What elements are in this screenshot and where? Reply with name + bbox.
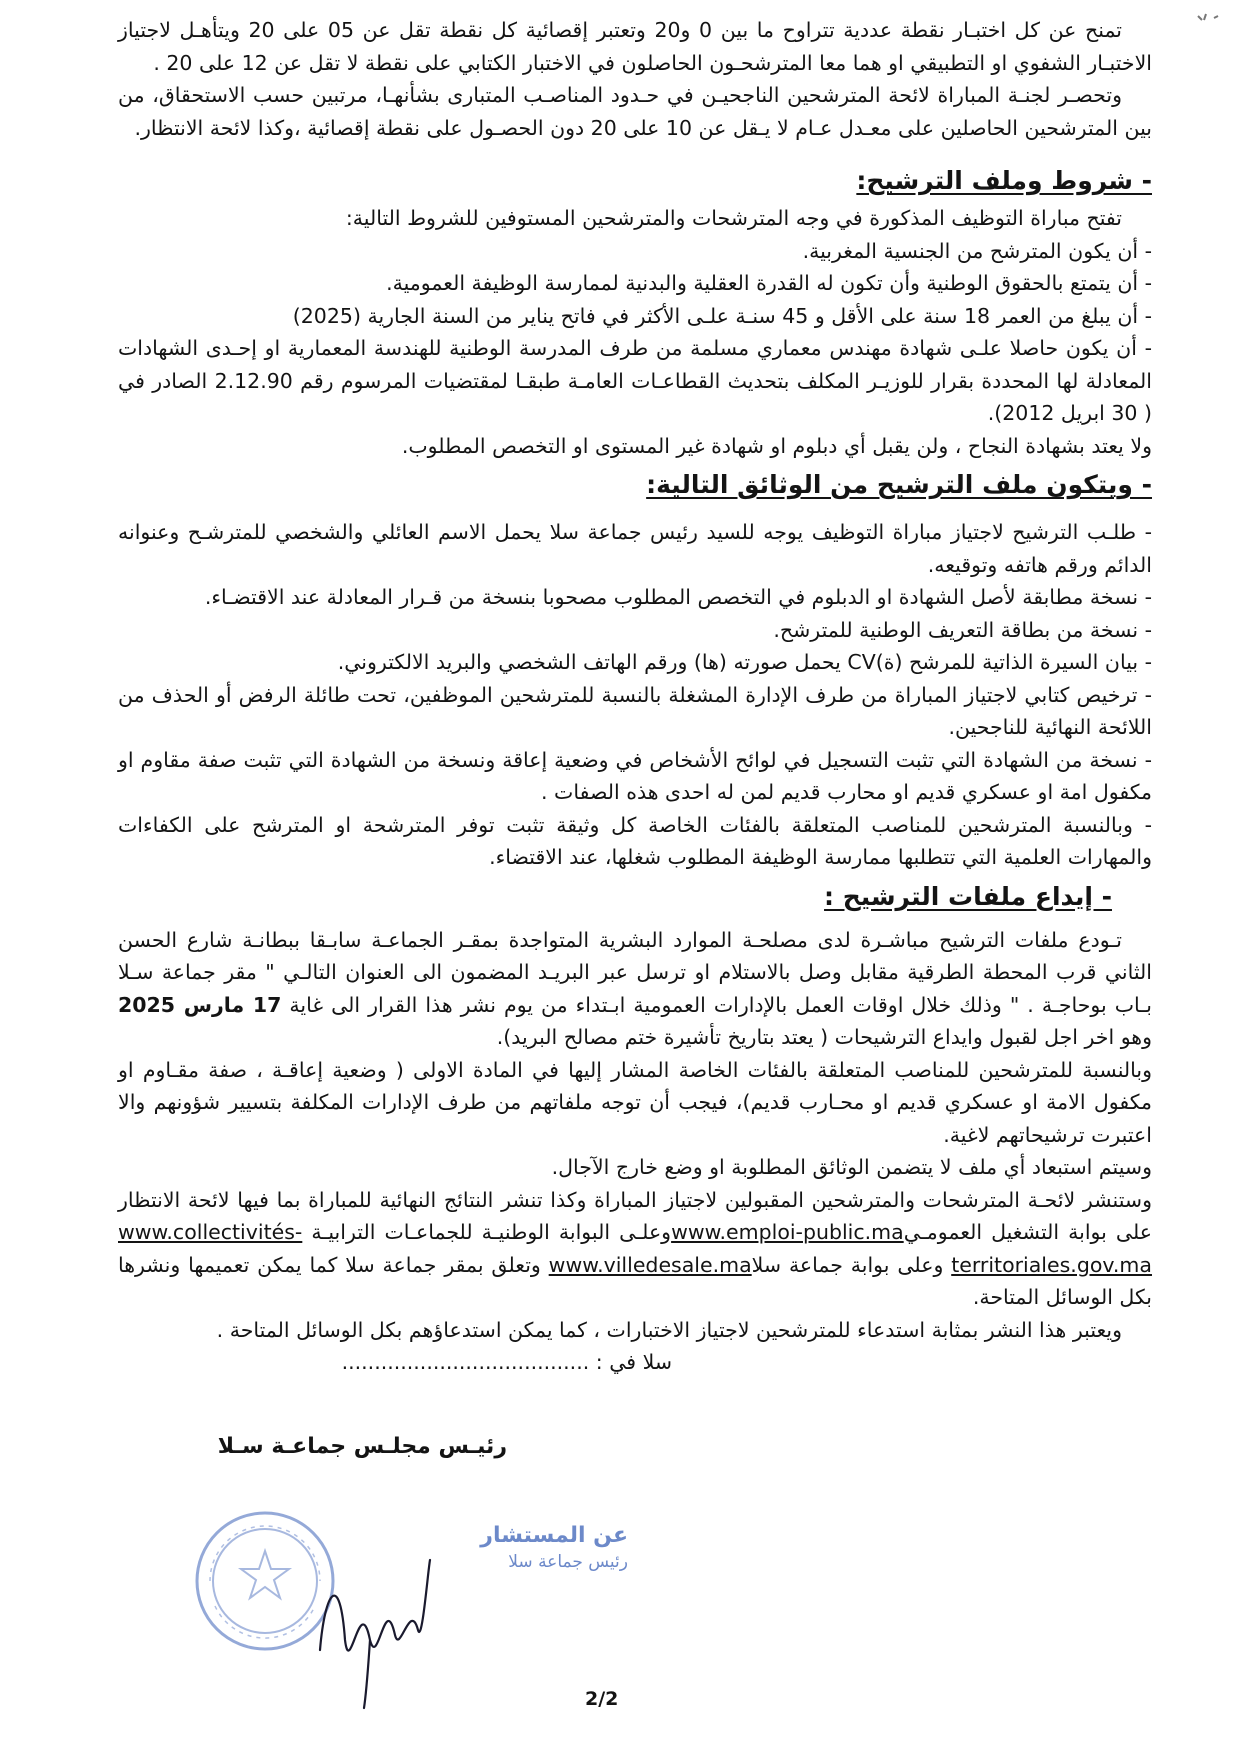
intro-paragraph-1 — [118, 14, 1152, 79]
emploi-public-link[interactable]: www.emploi-public.ma — [671, 1220, 904, 1244]
submission-heading: - إيداع ملفات الترشيح : — [824, 881, 1112, 911]
intro-p2-line2: حسب الاستحقاق، من بين المترشحين الحاصلين على معـدل عـام لا يـقل عن 10 على 20 دون الحصـول على — [118, 83, 1152, 140]
intro-p1-line1: تمنح عن كل اختبـار نقطة عددية تتراوح ما بين 0 و20 وتعتبر إقصائية كل نقطة تقل عن 05 على 20 — [248, 18, 1122, 42]
documents-section — [118, 462, 1152, 874]
villedesale-link[interactable]: www.villedesale.ma — [548, 1252, 752, 1277]
submission-paragraph-5: ويعتبر هذا النشر بمثابة استدعاء للمترشحين لاجتياز الاختبارات ، كما يمكن استدعاؤهم بكل الوسائل المتاحة . — [216, 1317, 1122, 1342]
submission-p4-part3: وعلى بوابة جماعة سلا — [751, 1252, 944, 1277]
stamp-line-2: رئيس جماعة سلا — [508, 1552, 628, 1572]
intro-p2-line1: وتحصـر لجنـة المباراة لائحة المترشحين الناجحيـن في حـدود المناصـب المتبارى بشأنهـا، مرتبين — [311, 83, 1122, 107]
submission-paragraph-1 — [118, 924, 1152, 1054]
conditions-heading: - شروط وملف الترشيح: — [856, 166, 1152, 195]
submission-p4-part2: وعلـى البوابة الوطنيـة للجماعـات الترابيـة — [311, 1220, 672, 1244]
document-item: - نسخة مطابقة لأصل الشهادة او الدبلوم في التخصص المطلوب مصحوبا بنسخة من قـرار المعادلة عند الاقتضـاء. — [204, 585, 1152, 609]
submission-deadline: 17 مارس 2025 — [118, 992, 282, 1017]
condition-item: - أن يتمتع بالحقوق الوطنية وأن تكون له القدرة العقلية والبدنية لممارسة الوظيفة العمومية. — [386, 271, 1152, 295]
documents-heading: - ويتكون ملف الترشيح من الوثائق التالية: — [646, 470, 1152, 499]
submission-p1-after: وهو اخر اجل لقبول وايداع الترشيحات ( يعتد بتاريخ تأشيرة ختم مصالح البريد). — [496, 1025, 1152, 1049]
submission-p1-before: تـودع ملفات الترشيح مباشـرة لدى مصلحـة الموارد البشرية المتواجدة بمقـر الجماعـة سابـقا ببطانـة شارع الحسن الثاني قرب المحطة الطرقية مقابل وصل بالاستلام او ترسل عبر البريـد المضمون الى العنوان التالـي " مقر جماعة سـلا بـاب بوحاجـة . " وذلك خلال اوقات العمل بالإدارات العمومية ابـتداء من يوم نشر هذا القرار الى غاية — [118, 927, 1152, 1017]
page-number: 2/2 — [585, 1688, 619, 1710]
submission-p4-part1: وستنشر لائحـة المترشحات والمترشحين المقبولين لاجتياز المباراة وكذا تنشر النتائج النهائية للمباراة بما فيها لائحة الانتظار على بوابة التشغيل العمومـي — [118, 1187, 1152, 1244]
stamp-line-1: عن المستشار — [480, 1523, 628, 1548]
submission-section — [118, 874, 1152, 1347]
intro-paragraph-2 — [118, 79, 1152, 144]
conditions-intro: تفتح مباراة التوظيف المذكورة في وجه المترشحات والمترشحين المستوفين للشروط التالية: — [345, 206, 1122, 230]
document-item: - بيان السيرة الذاتية للمرشح (ة)CV يحمل صورته (ها) ورقم الهاتف الشخصي والبريد الالكتروني. — [337, 650, 1152, 674]
submission-p4-part4: وتعلق بمقر جماعة سلا كما يمكن تعميمها ونشرها بكل الوسائل المتاحة. — [118, 1252, 1152, 1309]
intro-p1-line2: ويتأهـل لاجتياز الاختبـار الشفوي او التطبيقي او هما معا المترشحـون الحاصلون في الاختبار الكتابي على نقطة — [118, 18, 1152, 75]
signatory-title: رئيـس مجلـس جماعـة سـلا — [217, 1433, 507, 1459]
submission-paragraph-2: وبالنسبة للمترشحين للمناصب المتعلقة بالفئات الخاصة المشار إليها في المادة الاولى ( وضعية إعاقـة ، صفة مقـاوم او مكفول الامة او عسكري قديم او محـارب قديم)، فيجب أن توجه ملفاتهم من طرف الإدارات المكلفة بتسيير شؤونهم والا اعتبرت ترشيحاتهم لاغية. — [118, 1057, 1152, 1147]
conditions-section — [118, 158, 1152, 462]
collectivites-link[interactable]: www.collectivités-territoriales.gov.ma — [118, 1220, 1152, 1277]
document-item: - نسخة من الشهادة التي تثبت التسجيل في لوائح الأشخاص في وضعية إعاقة ونسخة من الشهادة التي تثبت صفة مقاوم او مكفول امة او عسكري قديم او محارب قديم لمن له احدى هذه الصفات . — [118, 747, 1152, 804]
scan-mark-icon — [1190, 6, 1230, 36]
condition-item: - أن يكون المترشح من الجنسية المغربية. — [802, 238, 1152, 263]
condition-item: - أن يبلغ من العمر 18 سنة على الأقل و 45 سنـة علـى الأكثر في فاتح يناير من السنة الجارية (2025) — [292, 303, 1152, 328]
place-label: سلا في : — [595, 1350, 672, 1374]
delegation-stamp — [468, 1522, 628, 1592]
document-body — [118, 14, 1152, 1463]
submission-paragraph-4 — [118, 1184, 1152, 1314]
conditions-note: ولا يعتد بشهادة النجاح ، ولن يقبل أي دبلوم او شهادة غير المستوى او التخصص المطلوب. — [401, 433, 1152, 458]
submission-paragraph-3: وسيتم استبعاد أي ملف لا يتضمن الوثائق المطلوبة او وضع خارج الآجال. — [551, 1155, 1152, 1179]
document-item: - وبالنسبة المترشحين للمناصب المتعلقة بالفئات الخاصة كل وثيقة تثبت توفر المترشحة او المترشح على الكفاءات والمهارات العلمية التي تتطلبها ممارسة الوظيفة المطلوب شغلها، عند الاقتضاء. — [118, 812, 1152, 869]
document-item: - طلـب الترشيح لاجتياز مباراة التوظيف يوجه للسيد رئيس جماعة سلا يحمل الاسم العائلي والشخصي للمترشـح وعنوانه الدائم ورقم هاتفه وتوقيعه. — [118, 520, 1152, 577]
intro-p2-line3: نقطة إقصائية ،وكذا لائحة الانتظار. — [134, 115, 420, 140]
document-item: - ترخيص كتابي لاجتياز المباراة من طرف الإدارة المشغلة بالنسبة للمترشحين الموظفين، تحت طائلة الرفض أو الحذف من اللائحة النهائية للناجحين. — [118, 682, 1152, 739]
place-date-line — [118, 1346, 672, 1379]
condition-item: - أن يكون حاصلا علـى شهادة مهندس معماري مسلمة من طرف المدرسة الوطنية للهندسة المعمارية او إحـدى الشهادات المعادلة لها المحددة بقرار للوزيـر المكلف بتحديث القطاعـات العامـة طبقـا لمقتضيات المرسوم رقم 2.12.90 الصادر في ( 30 ابريل 2012). — [118, 336, 1152, 425]
date-dots: ...................................... — [341, 1350, 590, 1374]
document-item: - نسخة من بطاقة التعريف الوطنية للمترشح. — [773, 617, 1152, 642]
intro-p1-line3: لا تقل عن 12 على 20 . — [153, 50, 359, 75]
handwritten-signature-icon — [300, 1530, 450, 1710]
